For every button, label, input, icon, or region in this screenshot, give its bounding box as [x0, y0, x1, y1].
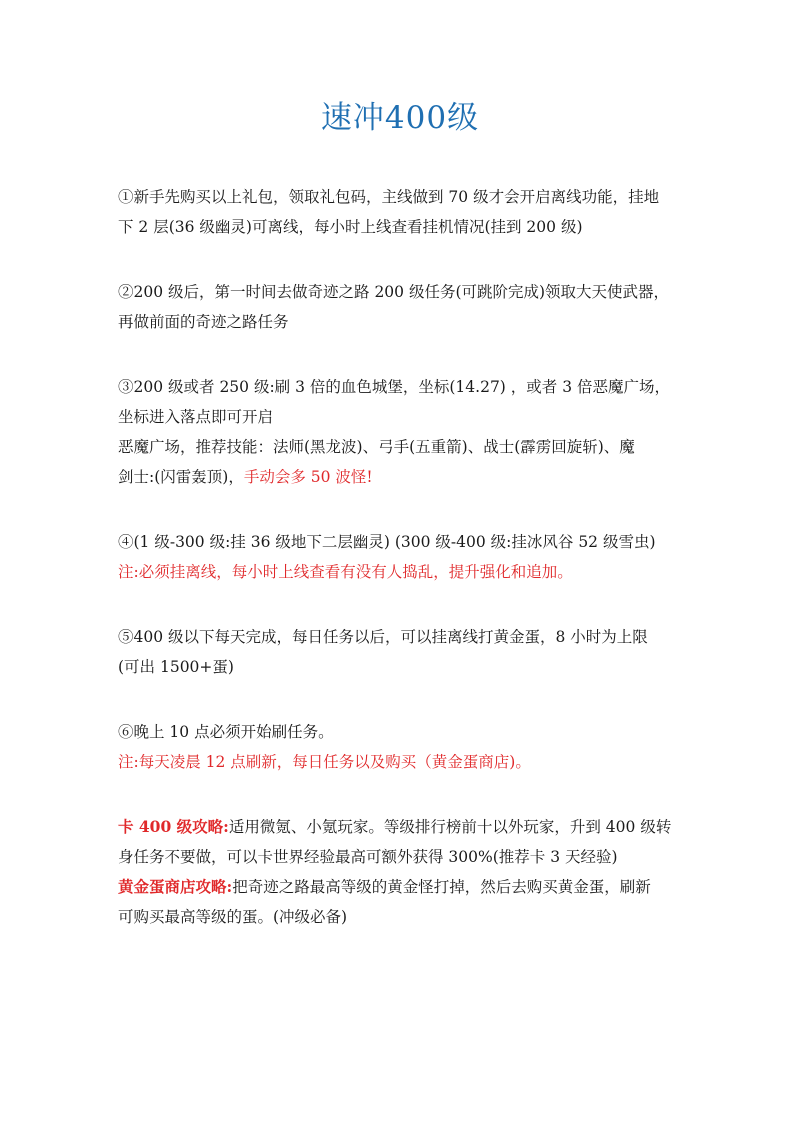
tip-label: 卡 400 级攻略:	[118, 817, 229, 836]
text-line: ③200 级或者 250 级:刷 3 倍的血色城堡，坐标(14.27) ，或者 3 倍恶魔广场，	[118, 378, 671, 396]
text-line: ①新手先购买以上礼包，领取礼包码，主线做到 70 级才会开启离线功能，挂地	[118, 188, 660, 206]
section-5	[118, 622, 688, 682]
text-segment: 把奇迹之路最高等级的黄金怪打掉，然后去购买黄金蛋，刷新	[232, 878, 651, 896]
section-1	[118, 182, 688, 242]
text-line: 可购买最高等级的蛋。(冲级必备)	[118, 908, 348, 926]
section-2	[118, 277, 688, 337]
section-4	[118, 527, 688, 587]
highlight-text: 手动会多 50 波怪!	[243, 468, 373, 486]
text-line: 恶魔广场，推荐技能：法师(黑龙波)、弓手(五重箭)、战士(霹雳回旋斩)、魔	[118, 438, 635, 456]
text-line	[118, 812, 688, 842]
text-line	[118, 462, 688, 492]
tip-level-400	[118, 812, 688, 872]
text-line: 坐标进入落点即可开启	[118, 408, 274, 426]
text-line	[118, 872, 688, 902]
page-title: 速冲400级	[320, 100, 480, 136]
text-segment: 适用微氪、小氪玩家。等级排行榜前十以外玩家，升到 400 级转	[228, 818, 672, 836]
text-line: ⑤400 级以下每天完成，每日任务以后，可以挂离线打黄金蛋，8 小时为上限	[118, 628, 648, 646]
note-text: 注:每天凌晨 12 点刷新，每日任务以及购买（黄金蛋商店)。	[118, 753, 531, 771]
section-3	[118, 372, 688, 492]
text-line: 身任务不要做，可以卡世界经验最高可额外获得 300%(推荐卡 3 天经验)	[118, 848, 618, 866]
tip-label: 黄金蛋商店攻略:	[118, 877, 233, 896]
text-segment: 剑士:(闪雷轰顶)，	[118, 468, 244, 486]
text-line: 再做前面的奇迹之路任务	[118, 313, 289, 331]
text-line: ④(1 级-300 级:挂 36 级地下二层幽灵) (300 级-400 级:挂冰风谷 52 级雪虫)	[118, 533, 656, 551]
note-text: 注:必须挂离线，每小时上线查看有没有人捣乱，提升强化和追加。	[118, 563, 573, 581]
text-line: (可出 1500+蛋)	[118, 658, 234, 676]
tip-golden-egg-shop	[118, 872, 688, 932]
text-line: ②200 级后，第一时间去做奇迹之路 200 级任务(可跳阶完成)领取大天使武器，	[118, 283, 670, 301]
text-line: ⑥晚上 10 点必须开始刷任务。	[118, 723, 334, 741]
text-line: 下 2 层(36 级幽灵)可离线，每小时上线查看挂机情况(挂到 200 级)	[118, 218, 583, 236]
section-6	[118, 717, 688, 777]
